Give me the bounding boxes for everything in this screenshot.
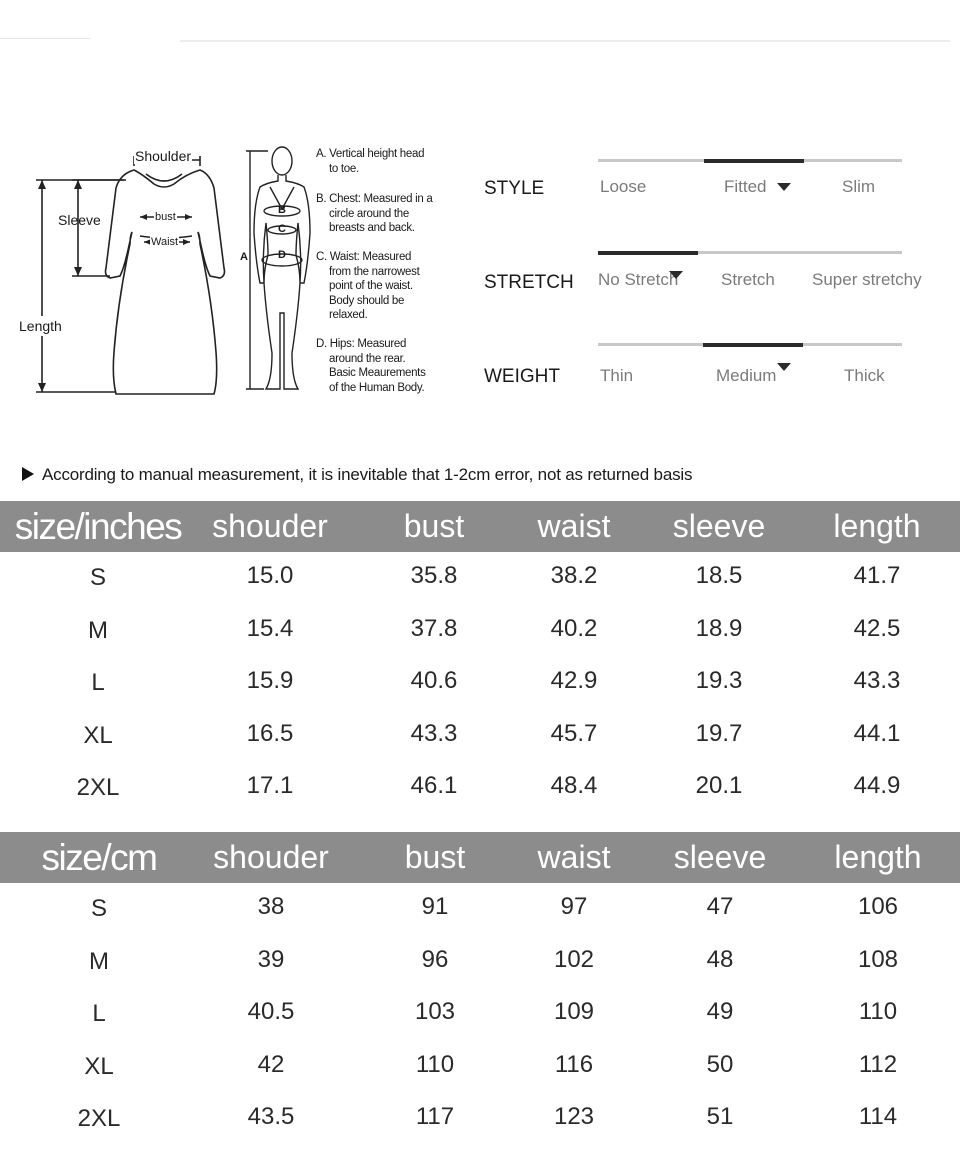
cell-length: 106 [857,893,899,920]
body-label-b: B [278,204,286,216]
note-waist: C. Waist: Measured from the narrowest point of the waist. Body should be relaxed. [316,251,420,321]
cell-length: 108 [857,945,899,973]
cell-size: L [92,1000,106,1027]
cell-size: 2XL [76,774,120,801]
cell-bust: 37.8 [410,614,458,642]
weight-option-thin: Thin [600,366,634,385]
cell-shoulder: 43.5 [247,1103,295,1130]
cell-length: 43.3 [853,667,901,694]
cell-sleeve: 20.1 [695,772,743,799]
cell-sleeve: 48 [706,945,734,973]
body-label-a: A [240,251,248,263]
header-sleeve: sleeve [672,508,766,544]
dress-outline-icon [14,140,234,402]
cell-waist: 102 [553,945,595,973]
cell-bust: 96 [421,945,449,973]
note-chest: B. Chest: Measured in a circle around the breasts and back. [316,193,433,234]
human-body-icon [238,143,318,397]
table-row [0,552,960,605]
dress-diagram [14,140,234,402]
cell-length: 44.1 [853,719,901,747]
cell-waist: 48.4 [550,772,598,799]
weight-label: WEIGHT [484,366,560,387]
cell-shoulder: 15.9 [246,667,294,694]
table-row [0,988,960,1041]
cell-length: 112 [858,1050,898,1078]
length-label: Length [19,318,62,334]
header-waist: waist [537,839,611,875]
cell-waist: 123 [553,1103,595,1130]
stretch-option-none: No Stretch [598,270,679,289]
cell-bust: 110 [415,1050,455,1078]
top-divider [180,40,950,42]
body-label-c: C [278,223,286,235]
style-option-fitted: Fitted [724,177,767,196]
style-label: STYLE [484,178,545,199]
header-size: size/cm [41,837,157,878]
cell-bust: 35.8 [410,562,458,589]
table-header [0,501,960,552]
style-scale-active [704,159,804,163]
table-header [0,832,960,883]
table-row [0,936,960,989]
waist-label: Waist [151,236,179,248]
weight-scale [598,343,902,346]
cell-sleeve: 18.9 [695,614,743,642]
cell-shoulder: 42 [257,1050,285,1078]
style-option-slim: Slim [842,177,876,196]
header-shoulder: shouder [212,508,328,544]
header-sleeve: sleeve [673,839,767,875]
table-row [0,883,960,936]
cell-length: 42.5 [853,614,901,642]
table-row [0,762,960,815]
cell-waist: 109 [553,998,595,1025]
weight-selected-marker-icon [777,363,791,371]
cell-waist: 97 [560,893,588,920]
cell-shoulder: 15.0 [246,562,294,589]
cell-bust: 117 [415,1103,455,1130]
cell-length: 114 [858,1103,898,1130]
header-shoulder: shouder [213,839,329,875]
cell-sleeve: 18.5 [695,562,743,589]
cell-waist: 45.7 [550,719,598,747]
weight-scale-active [703,343,803,347]
cell-shoulder: 15.4 [246,614,294,642]
header-length: length [834,839,922,875]
body-diagram [238,143,318,397]
stretch-label: STRETCH [484,272,574,293]
cell-bust: 46.1 [410,772,458,799]
style-option-loose: Loose [600,177,647,196]
style-selected-marker-icon [777,183,791,191]
weight-option-medium: Medium [716,366,777,385]
stretch-scale [598,251,902,254]
cell-sleeve: 49 [706,998,734,1025]
sleeve-label: Sleeve [58,212,101,228]
stretch-option-super: Super stretchy [812,270,922,289]
header-waist: waist [537,508,611,544]
cell-sleeve: 50 [706,1050,734,1078]
cell-waist: 42.9 [550,667,598,694]
cell-size: 2XL [77,1105,121,1132]
style-scale [598,159,902,162]
cell-sleeve: 47 [706,893,734,920]
cell-length: 44.9 [853,772,901,799]
cell-sleeve: 19.3 [695,667,743,694]
cell-length: 41.7 [853,562,901,589]
header-size: size/inches [14,506,182,547]
cell-bust: 40.6 [410,667,458,694]
table-row [0,1093,960,1146]
size-table-cm [0,832,960,1146]
cell-size: S [89,564,107,591]
cell-bust: 43.3 [410,719,458,747]
cell-shoulder: 38 [257,893,285,920]
size-table-inches [0,501,960,815]
cell-shoulder: 16.5 [246,719,294,747]
cell-waist: 38.2 [550,562,598,589]
header-bust: bust [403,508,465,544]
table-row [0,710,960,763]
cell-shoulder: 39 [257,945,285,973]
bust-label: bust [155,211,176,223]
cell-bust: 91 [421,893,449,920]
play-triangle-icon [22,467,34,481]
header-bust: bust [404,839,466,875]
cell-size: XL [84,1052,114,1080]
cell-shoulder: 17.1 [246,772,294,799]
table-row [0,605,960,658]
measurement-notice: According to manual measurement, it is inevitable that 1-2cm error, not as returned basis [22,465,692,485]
cell-size: M [88,616,108,644]
cell-size: M [89,947,109,975]
cell-size: L [91,669,105,696]
cell-size: XL [83,721,113,749]
stretch-option-stretch: Stretch [721,270,775,289]
cell-size: S [90,895,108,922]
cell-sleeve: 19.7 [695,719,743,747]
table-row [0,657,960,710]
cell-waist: 40.2 [550,614,598,642]
header-length: length [833,508,921,544]
note-height: A. Vertical height head to toe. [316,148,425,175]
cell-shoulder: 40.5 [247,998,295,1025]
cell-bust: 103 [414,998,456,1025]
note-hips: D. Hips: Measured around the rear. Basic Meaurements of the Human Body. [316,338,426,394]
table-row [0,1041,960,1094]
cell-waist: 116 [554,1050,594,1078]
body-label-d: D [278,249,286,261]
top-divider-left [0,38,90,39]
weight-option-thick: Thick [844,366,885,385]
stretch-selected-marker-icon [669,271,683,279]
cell-sleeve: 51 [706,1103,734,1130]
cell-length: 110 [858,998,898,1025]
shoulder-label: Shoulder [135,148,192,164]
stretch-scale-active [598,251,698,255]
